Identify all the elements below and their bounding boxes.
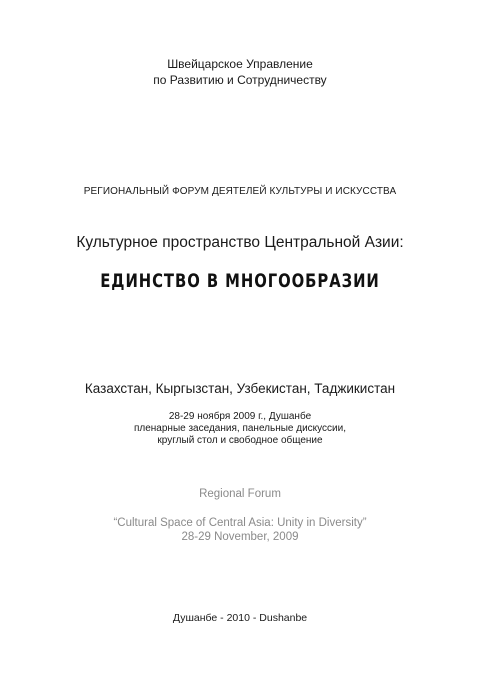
forum-label: РЕГИОНАЛЬНЫЙ ФОРУМ ДЕЯТЕЛЕЙ КУЛЬТУРЫ И ИСКУССТВА <box>83 186 397 197</box>
organization-line-2: по Развитию и Сотрудничеству <box>153 73 327 87</box>
details-format-2: круглый стол и свободное общение <box>157 435 323 446</box>
english-label: Regional Forum <box>199 488 281 500</box>
title-main: Культурное пространство Центральной Азии: <box>76 234 404 251</box>
organization-line-1: Швейцарское Управление <box>167 57 313 71</box>
footer-imprint: Душанбе - 2010 - Dushanbe <box>172 612 308 624</box>
details-format-1: пленарные заседания, панельные дискуссии, <box>133 423 347 434</box>
details-date-location: 28-29 ноября 2009 г., Душанбе <box>168 411 312 422</box>
countries-line: Казахстан, Кыргызстан, Узбекистан, Таджикистан <box>84 381 396 396</box>
english-date: 28-29 November, 2009 <box>181 531 299 543</box>
title-emphasis: ЕДИНСТВО В МНОГООБРАЗИИ <box>100 270 380 292</box>
english-title: “Cultural Space of Central Asia: Unity in Diversity” <box>113 517 367 529</box>
